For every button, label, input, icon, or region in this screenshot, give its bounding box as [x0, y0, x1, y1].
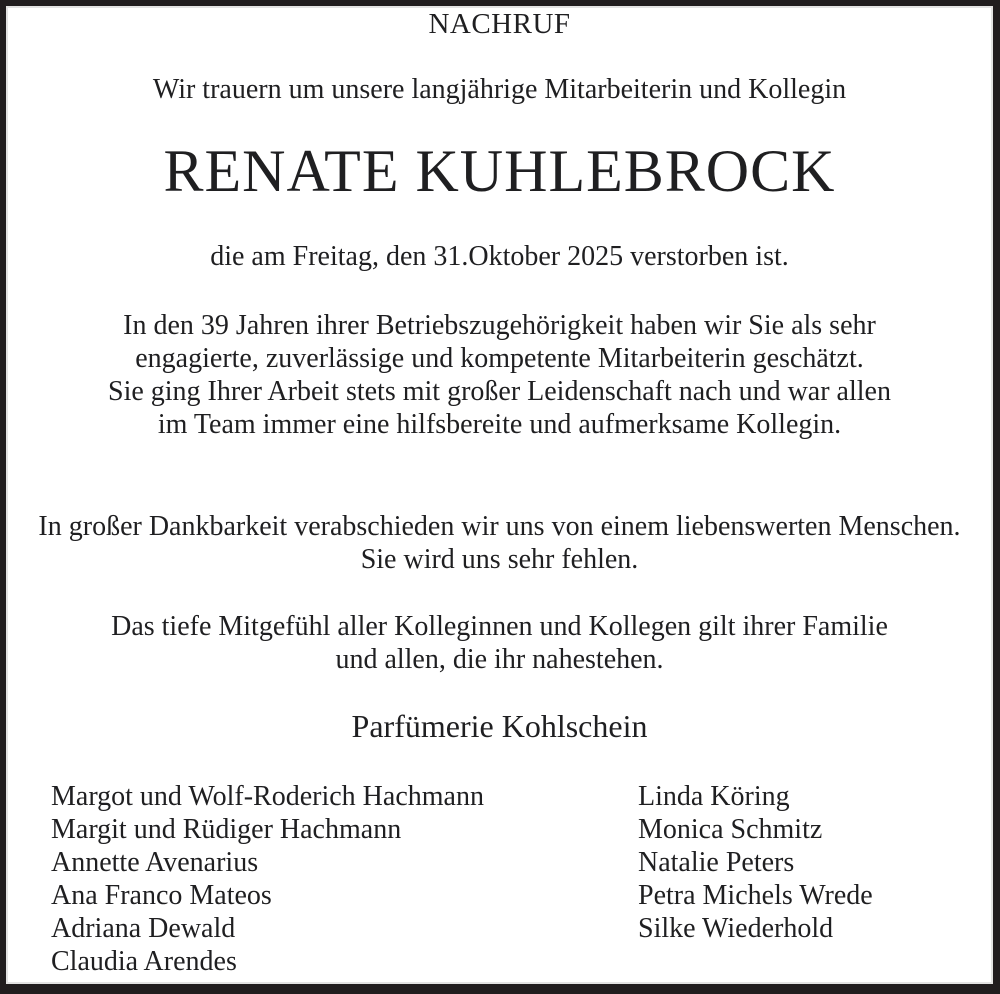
- death-date-line: die am Freitag, den 31.Oktober 2025 verstorben ist.: [210, 241, 789, 272]
- mourner-name: Margot und Wolf-Roderich Hachmann: [51, 781, 484, 812]
- mourner-name: Margit und Rüdiger Hachmann: [51, 814, 402, 845]
- mourner-name: Monica Schmitz: [638, 814, 823, 845]
- mourner-name: Linda Köring: [638, 781, 790, 812]
- mourners-left-column: [51, 780, 484, 978]
- mourner-name: Ana Franco Mateos: [51, 880, 272, 911]
- mourner-name: Annette Avenarius: [51, 847, 259, 878]
- deceased-name: RENATE KUHLEBROCK: [163, 138, 836, 204]
- condolence-line: und allen, die ihr nahestehen.: [335, 644, 664, 675]
- company-name: Parfümerie Kohlschein: [351, 708, 648, 744]
- condolence-line: Das tiefe Mitgefühl aller Kolleginnen und Kollegen gilt ihrer Familie: [111, 611, 888, 642]
- intro-line: Wir trauern um unsere langjährige Mitarbeiterin und Kollegin: [152, 74, 847, 105]
- notice-type-heading: NACHRUF: [428, 8, 571, 40]
- tribute-line: Sie ging Ihrer Arbeit stets mit großer Leidenschaft nach und war allen: [108, 376, 891, 407]
- tribute-line: engagierte, zuverlässige und kompetente Mitarbeiterin geschätzt.: [135, 343, 864, 374]
- condolence-paragraph: [6, 610, 993, 676]
- farewell-paragraph: [6, 510, 993, 576]
- mourner-name: Petra Michels Wrede: [638, 880, 873, 911]
- mourners-right-column: [638, 780, 873, 945]
- tribute-line: im Team immer eine hilfsbereite und aufmerksame Kollegin.: [157, 409, 842, 440]
- tribute-paragraph: [6, 309, 993, 441]
- mourner-name: Adriana Dewald: [51, 913, 236, 944]
- mourner-name: Silke Wiederhold: [638, 913, 834, 944]
- mourner-name: Natalie Peters: [638, 847, 795, 878]
- farewell-line: Sie wird uns sehr fehlen.: [360, 544, 639, 575]
- farewell-line: In großer Dankbarkeit verabschieden wir uns von einem liebenswerten Menschen.: [38, 511, 961, 542]
- tribute-line: In den 39 Jahren ihrer Betriebszugehörigkeit haben wir Sie als sehr: [123, 310, 876, 341]
- mourner-name: Claudia Arendes: [51, 946, 237, 977]
